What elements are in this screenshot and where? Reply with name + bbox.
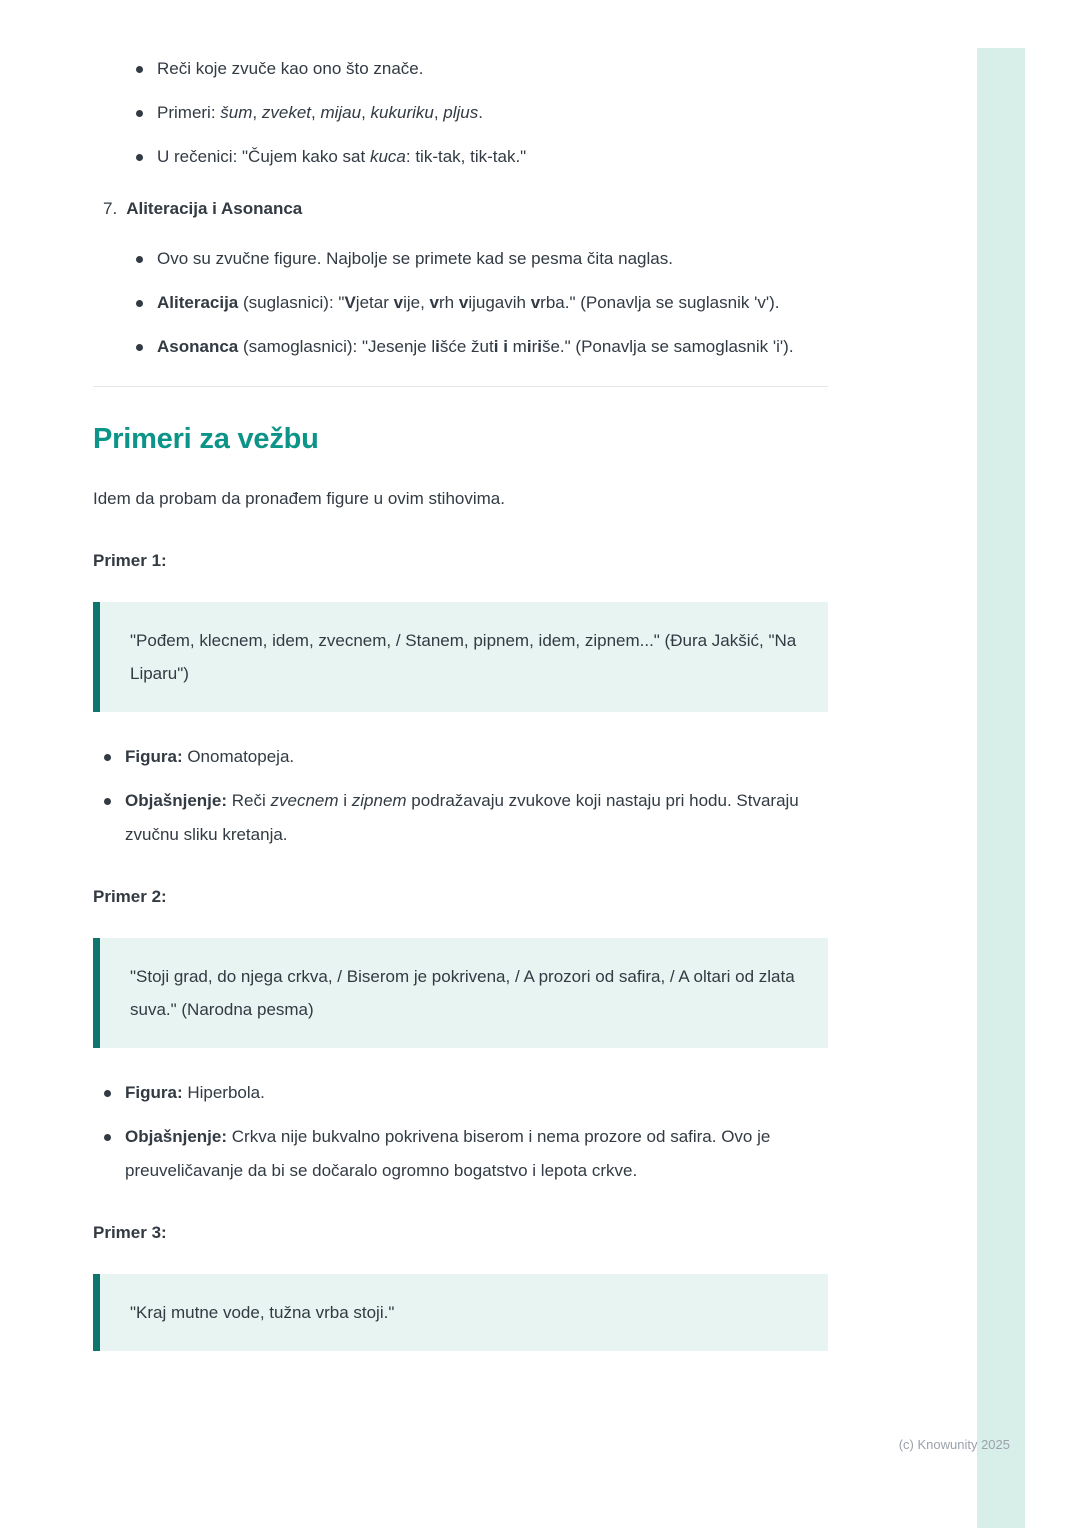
bold-text: i	[537, 337, 542, 356]
bold-text: Asonanca	[157, 337, 239, 356]
text-segment: Ovo su zvučne figure. Najbolje se primete kad se pesma čita naglas.	[157, 249, 673, 268]
bold-text: v	[429, 293, 439, 312]
text-segment: Primeri:	[157, 103, 221, 122]
text-segment: ,	[361, 103, 371, 122]
text-segment: : tik-tak, tik-tak."	[405, 147, 527, 166]
text-segment: Reči	[227, 791, 271, 810]
italic-text: kukuriku	[370, 103, 434, 122]
primer-2-label: Primer 2:	[93, 887, 167, 906]
quote-text: "Kraj mutne vode, tužna vrba stoji."	[130, 1303, 395, 1322]
primer-3-label: Primer 3:	[93, 1223, 167, 1242]
list-item	[157, 96, 828, 130]
italic-text: zveket	[261, 103, 311, 122]
text-segment: (suglasnici): "	[238, 293, 345, 312]
section-intro-paragraph: Idem da probam da pronađem figure u ovim stihovima.	[93, 489, 505, 508]
note-content	[93, 52, 828, 1379]
text-segment: še." (Ponavlja se samoglasnik 'i').	[541, 337, 794, 356]
text-segment: podražavaju zvukove koji nastaju pri hodu. Stvaraju zvučnu sliku kretanja.	[125, 791, 799, 844]
text-segment: Reči koje zvuče kao ono što znače.	[157, 59, 424, 78]
numbered-item-7	[103, 192, 828, 226]
bold-text: i	[493, 337, 499, 356]
text-segment: ,	[433, 103, 444, 122]
list-item	[125, 1120, 828, 1188]
bold-text: Objašnjenje:	[125, 1127, 228, 1146]
bold-text: Figura:	[125, 747, 183, 766]
italic-text: zipnem	[351, 791, 407, 810]
text-segment: r	[531, 337, 538, 356]
text-segment: (samoglasnici): "Jesenje l	[238, 337, 436, 356]
quote-text: "Stoji grad, do njega crkva, / Biserom je pokrivena, / A prozori od safira, / A oltari od zlata suva." (Narodna pesma)	[130, 967, 795, 1019]
item-number: 7.	[103, 199, 118, 218]
text-segment: .	[478, 103, 483, 122]
quote-text: "Pođem, klecnem, idem, zvecnem, / Stanem, pipnem, idem, zipnem..." (Đura Jakšić, "Na Liparu")	[130, 631, 797, 683]
text-segment: Onomatopeja.	[182, 747, 295, 766]
list-item	[125, 784, 828, 852]
watermark: (c) Knowunity 2025	[898, 1437, 1010, 1452]
quote-block-2	[93, 938, 828, 1048]
text-segment: ijugavih	[468, 293, 531, 312]
bold-text: Objašnjenje:	[125, 791, 228, 810]
bold-text: v	[458, 293, 469, 312]
onomatopeja-bullet-list	[93, 52, 828, 174]
list-item	[125, 740, 828, 774]
aliteracija-asonanca-list	[93, 242, 828, 364]
bold-text: Figura:	[125, 1083, 183, 1102]
item-title: Aliteracija i Asonanca	[126, 199, 303, 218]
text-segment: šće žut	[439, 337, 494, 356]
text-segment: ,	[252, 103, 262, 122]
list-item	[125, 1076, 828, 1110]
italic-text: zvecnem	[270, 791, 339, 810]
primer-2-analysis-list	[93, 1076, 828, 1188]
list-item	[157, 52, 828, 86]
text-segment: Crkva nije bukvalno pokrivena biserom i nema prozore od safira. Ovo je preuveličavanje da bi se dočaralo ogromno bogatstvo i lepota crkve.	[125, 1127, 771, 1180]
bold-text: i	[503, 337, 508, 356]
primer-1-label: Primer 1:	[93, 551, 167, 570]
text-segment: rh	[439, 293, 459, 312]
text-segment: jetar	[355, 293, 394, 312]
italic-text: kuca	[369, 147, 406, 166]
section-divider	[93, 386, 828, 387]
text-segment: m	[507, 337, 527, 356]
quote-block-3	[93, 1274, 828, 1351]
page-edge-stripe	[977, 48, 1025, 1528]
list-item	[157, 140, 828, 174]
text-segment: i	[338, 791, 352, 810]
text-segment: ,	[311, 103, 321, 122]
italic-text: mijau	[320, 103, 362, 122]
primer-1-analysis-list	[93, 740, 828, 852]
text-segment: ije,	[403, 293, 430, 312]
bold-text: i	[526, 337, 532, 356]
text-segment: rba." (Ponavlja se suglasnik 'v').	[540, 293, 780, 312]
bold-text: i	[435, 337, 440, 356]
text-segment: U rečenici: "Čujem kako sat	[157, 147, 370, 166]
list-item	[157, 330, 828, 364]
list-item	[157, 286, 828, 320]
bold-text: Aliteracija	[157, 293, 239, 312]
quote-block-1	[93, 602, 828, 712]
bold-text: v	[393, 293, 404, 312]
section-heading: Primeri za vežbu	[93, 423, 319, 455]
bold-text: V	[344, 293, 356, 312]
italic-text: šum	[220, 103, 253, 122]
italic-text: pljus	[443, 103, 479, 122]
bold-text: v	[530, 293, 541, 312]
list-item	[157, 242, 828, 276]
text-segment: Hiperbola.	[182, 1083, 265, 1102]
